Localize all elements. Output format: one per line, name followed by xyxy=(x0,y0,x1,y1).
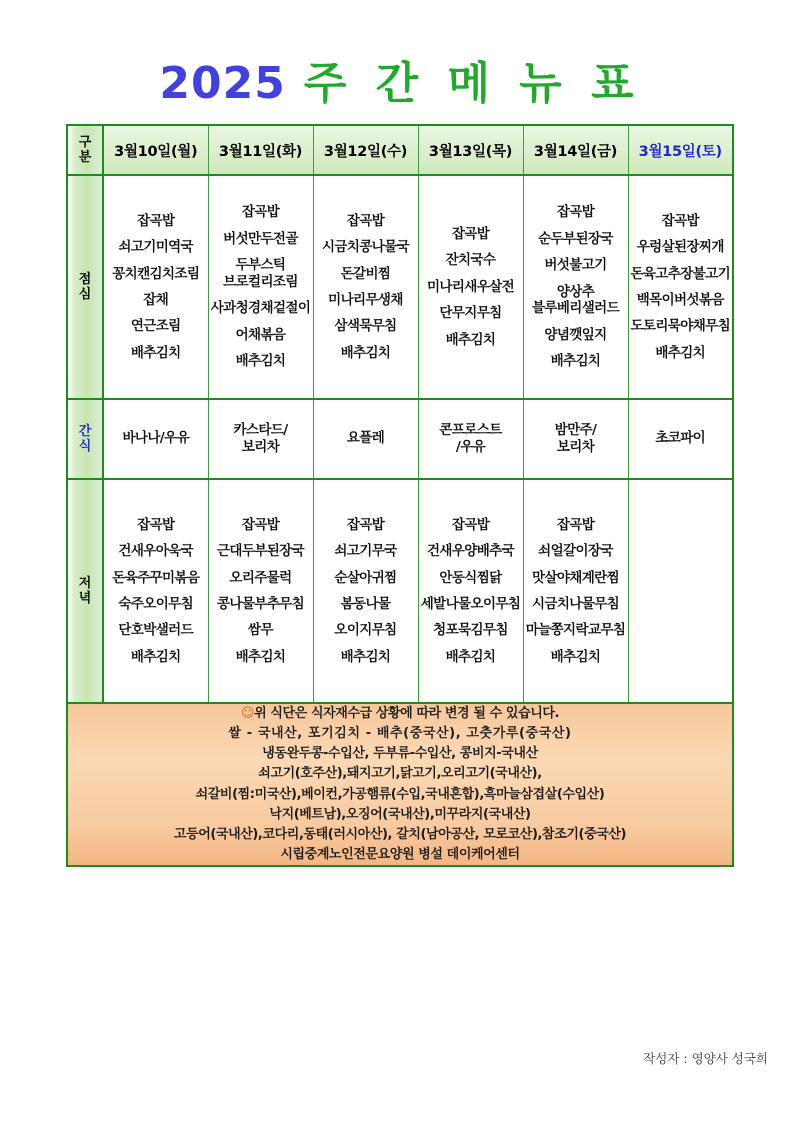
dish-item: 배추김치 xyxy=(235,648,286,665)
dish-item: 잡곡밥 xyxy=(661,212,699,229)
dish-item: 세발나물오이무침 xyxy=(420,596,521,612)
dish-item: 오리주물럭 xyxy=(229,569,292,586)
dish-item: 우렁살된장찌개 xyxy=(636,239,724,256)
row-label-line-2: 심 xyxy=(78,287,92,302)
notice-line: 쇠고기(호주산),돼지고기,닭고기,오리고기(국내산), xyxy=(258,766,542,782)
dish-item: 순살아귀찜 xyxy=(334,569,397,586)
notice-line: 시립중계노인전문요양원 병설 데이케어센터 xyxy=(280,846,520,862)
notice-line: ☺위 식단은 식자재수급 상황에 따라 변경 될 수 있습니다. xyxy=(240,706,560,721)
dish-item: 카스타드/ 보리차 xyxy=(233,421,288,455)
notice-text xyxy=(67,703,733,866)
dish-item: 배추김치 xyxy=(340,648,391,665)
dish-item: 돈육주꾸미볶음 xyxy=(112,569,200,586)
menu-row-snack xyxy=(67,399,733,479)
row-label-dinner xyxy=(67,479,103,703)
dish-item: 배추김치 xyxy=(130,648,181,665)
cell-snack-sat xyxy=(628,399,733,479)
dish-item: 콩나물부추무침 xyxy=(216,596,305,612)
dish-item: 초코파이 xyxy=(655,430,706,447)
dish-item: 잡곡밥 xyxy=(346,212,385,229)
notice-row xyxy=(67,703,733,866)
row-label-lunch xyxy=(67,175,103,399)
row-label-line-1: 저 xyxy=(78,575,92,591)
cell-snack-thu xyxy=(418,399,523,479)
dish-item: 잔치국수 xyxy=(445,252,496,269)
dish-item: 건새우아욱국 xyxy=(118,543,194,560)
notice-line: 낙지(베트남),오징어(국내산),미꾸라지(국내산) xyxy=(269,806,531,822)
dish-item: 양념깻잎지 xyxy=(544,326,607,343)
dish-item: 배추김치 xyxy=(340,344,391,361)
dish-item: 요플레 xyxy=(346,430,385,447)
menu-row-dinner xyxy=(67,479,733,703)
cell-dinner-sat xyxy=(628,479,733,703)
dish-item: 배추김치 xyxy=(130,344,181,361)
notice-line: 쌀 - 국내산, 포기김치 - 배추(중국산), 고춧가루(중국산) xyxy=(228,726,572,742)
notice-line: 냉동완두콩-수입산, 두부류-수입산, 콩비지-국내산 xyxy=(262,746,538,762)
table-footer xyxy=(67,703,733,866)
dish-item: 순두부된장국 xyxy=(538,230,613,247)
dish-item: 잡채 xyxy=(143,292,169,308)
cell-snack-wed xyxy=(313,399,418,479)
dish-item: 배추김치 xyxy=(235,353,286,370)
dish-item: 잡곡밥 xyxy=(451,516,490,533)
dish-item: 바나나/우유 xyxy=(122,430,190,447)
cell-lunch-sat xyxy=(628,175,733,399)
dish-item: 안동식찜닭 xyxy=(439,569,502,586)
smiley-icon: ☺ xyxy=(240,706,255,721)
dish-item: 잡곡밥 xyxy=(137,516,175,533)
header-day-tue: 3월11일(화) xyxy=(208,125,313,175)
author-credit: 작성자 : 영양사 성국희 xyxy=(643,1051,768,1066)
header-label-gubun xyxy=(67,125,103,175)
dish-item: 미나리무생채 xyxy=(328,292,403,308)
dish-item: 쇠고기미역국 xyxy=(118,239,194,256)
cell-lunch-thu xyxy=(418,175,523,399)
title-year: 2025 xyxy=(159,58,286,109)
dish-item: 두부스틱 브로컬리조림 xyxy=(223,257,298,290)
dish-item: 버섯만두전골 xyxy=(223,230,298,247)
dish-item: 봄동나물 xyxy=(340,596,391,612)
row-label-line-2: 식 xyxy=(78,439,92,454)
dish-item: 근대두부된장국 xyxy=(216,543,305,560)
header-label-line-2: 분 xyxy=(78,150,92,165)
dish-item: 밤만주/ 보리차 xyxy=(554,421,597,455)
dish-item: 연근조림 xyxy=(130,318,181,335)
cell-dinner-mon xyxy=(103,479,208,703)
dish-item: 건새우양배추국 xyxy=(426,543,515,560)
cell-lunch-mon xyxy=(103,175,208,399)
notice-line: 쇠갈비(찜:미국산),베이컨,가공햄류(수입,국내혼합),흑마늘삼겹살(수입산) xyxy=(195,786,605,802)
dish-item: 도토리묵야채무침 xyxy=(630,318,731,335)
page-title xyxy=(0,0,800,124)
header-day-wed: 3월12일(수) xyxy=(313,125,418,175)
header-day-fri: 3월14일(금) xyxy=(523,125,628,175)
dish-item: 배추김치 xyxy=(445,648,496,665)
notice-line: 고등어(국내산),코다리,동태(러시아산), 갈치(남아공산, 모로코산),참조기(중국산) xyxy=(173,826,627,842)
dish-item: 콘프로스트 /우유 xyxy=(439,421,502,455)
menu-row-lunch xyxy=(67,175,733,399)
dish-item: 단호박샐러드 xyxy=(118,622,194,639)
dish-item: 돈갈비찜 xyxy=(340,265,391,282)
dish-item: 잡곡밥 xyxy=(556,204,595,221)
dish-item: 잡곡밥 xyxy=(451,225,490,242)
dish-item: 잡곡밥 xyxy=(241,204,280,221)
dish-item: 사과청경채겉절이 xyxy=(210,300,311,317)
dish-item: 백목이버섯볶음 xyxy=(636,292,724,308)
header-day-sat: 3월15일(토) xyxy=(628,125,733,175)
cell-lunch-tue xyxy=(208,175,313,399)
dish-item: 단무지무침 xyxy=(439,305,502,322)
dish-item: 어채볶음 xyxy=(235,326,286,343)
dish-item: 잡곡밥 xyxy=(137,212,175,229)
dish-item: 꽁치캔김치조림 xyxy=(112,265,200,282)
dish-item: 쇠고기무국 xyxy=(334,543,397,560)
cell-dinner-wed xyxy=(313,479,418,703)
menu-table-wrapper xyxy=(66,124,734,867)
cell-lunch-wed xyxy=(313,175,418,399)
row-label-line-1: 점 xyxy=(78,271,92,287)
cell-dinner-fri xyxy=(523,479,628,703)
row-label-line-1: 간 xyxy=(78,423,92,439)
cell-lunch-fri xyxy=(523,175,628,399)
dish-item: 배추김치 xyxy=(550,648,601,665)
cell-snack-mon xyxy=(103,399,208,479)
dish-item: 잡곡밥 xyxy=(346,516,385,533)
dish-item: 돈육고추장불고기 xyxy=(630,265,731,282)
header-row xyxy=(67,125,733,175)
dish-item: 시금치콩나물국 xyxy=(321,239,410,256)
weekly-menu-table xyxy=(66,124,734,867)
table-header xyxy=(67,125,733,175)
table-body xyxy=(67,175,733,703)
dish-item: 맛살야채계란찜 xyxy=(531,569,620,586)
dish-item: 시금치나물무침 xyxy=(531,596,620,612)
dish-item: 버섯불고기 xyxy=(544,257,607,274)
dish-item: 청포묵김무침 xyxy=(433,622,508,639)
dish-item: 배추김치 xyxy=(550,353,601,370)
header-label-line-1: 구 xyxy=(78,134,92,150)
cell-dinner-thu xyxy=(418,479,523,703)
dish-item: 배추김치 xyxy=(445,331,496,348)
header-day-thu: 3월13일(목) xyxy=(418,125,523,175)
title-korean: 주 간 메 뉴 표 xyxy=(303,58,641,109)
dish-item: 숙주오이무침 xyxy=(118,596,194,612)
cell-dinner-tue xyxy=(208,479,313,703)
dish-item: 오이지무침 xyxy=(334,622,397,639)
dish-item: 쌈무 xyxy=(248,622,273,639)
dish-item: 배추김치 xyxy=(655,344,706,361)
dish-item: 잡곡밥 xyxy=(241,516,280,533)
dish-item: 삼색묵무침 xyxy=(334,318,397,335)
row-label-snack xyxy=(67,399,103,479)
dish-item: 마늘쫑지락교무침 xyxy=(525,622,626,639)
dish-item: 잡곡밥 xyxy=(556,516,595,533)
row-label-line-2: 녁 xyxy=(78,591,92,606)
cell-snack-fri xyxy=(523,399,628,479)
dish-item: 양상추 블루베리샐러드 xyxy=(531,283,620,317)
cell-snack-tue xyxy=(208,399,313,479)
header-day-mon: 3월10일(월) xyxy=(103,125,208,175)
dish-item: 쇠얼갈이장국 xyxy=(538,543,613,560)
dish-item: 미나리새우살전 xyxy=(426,278,515,295)
